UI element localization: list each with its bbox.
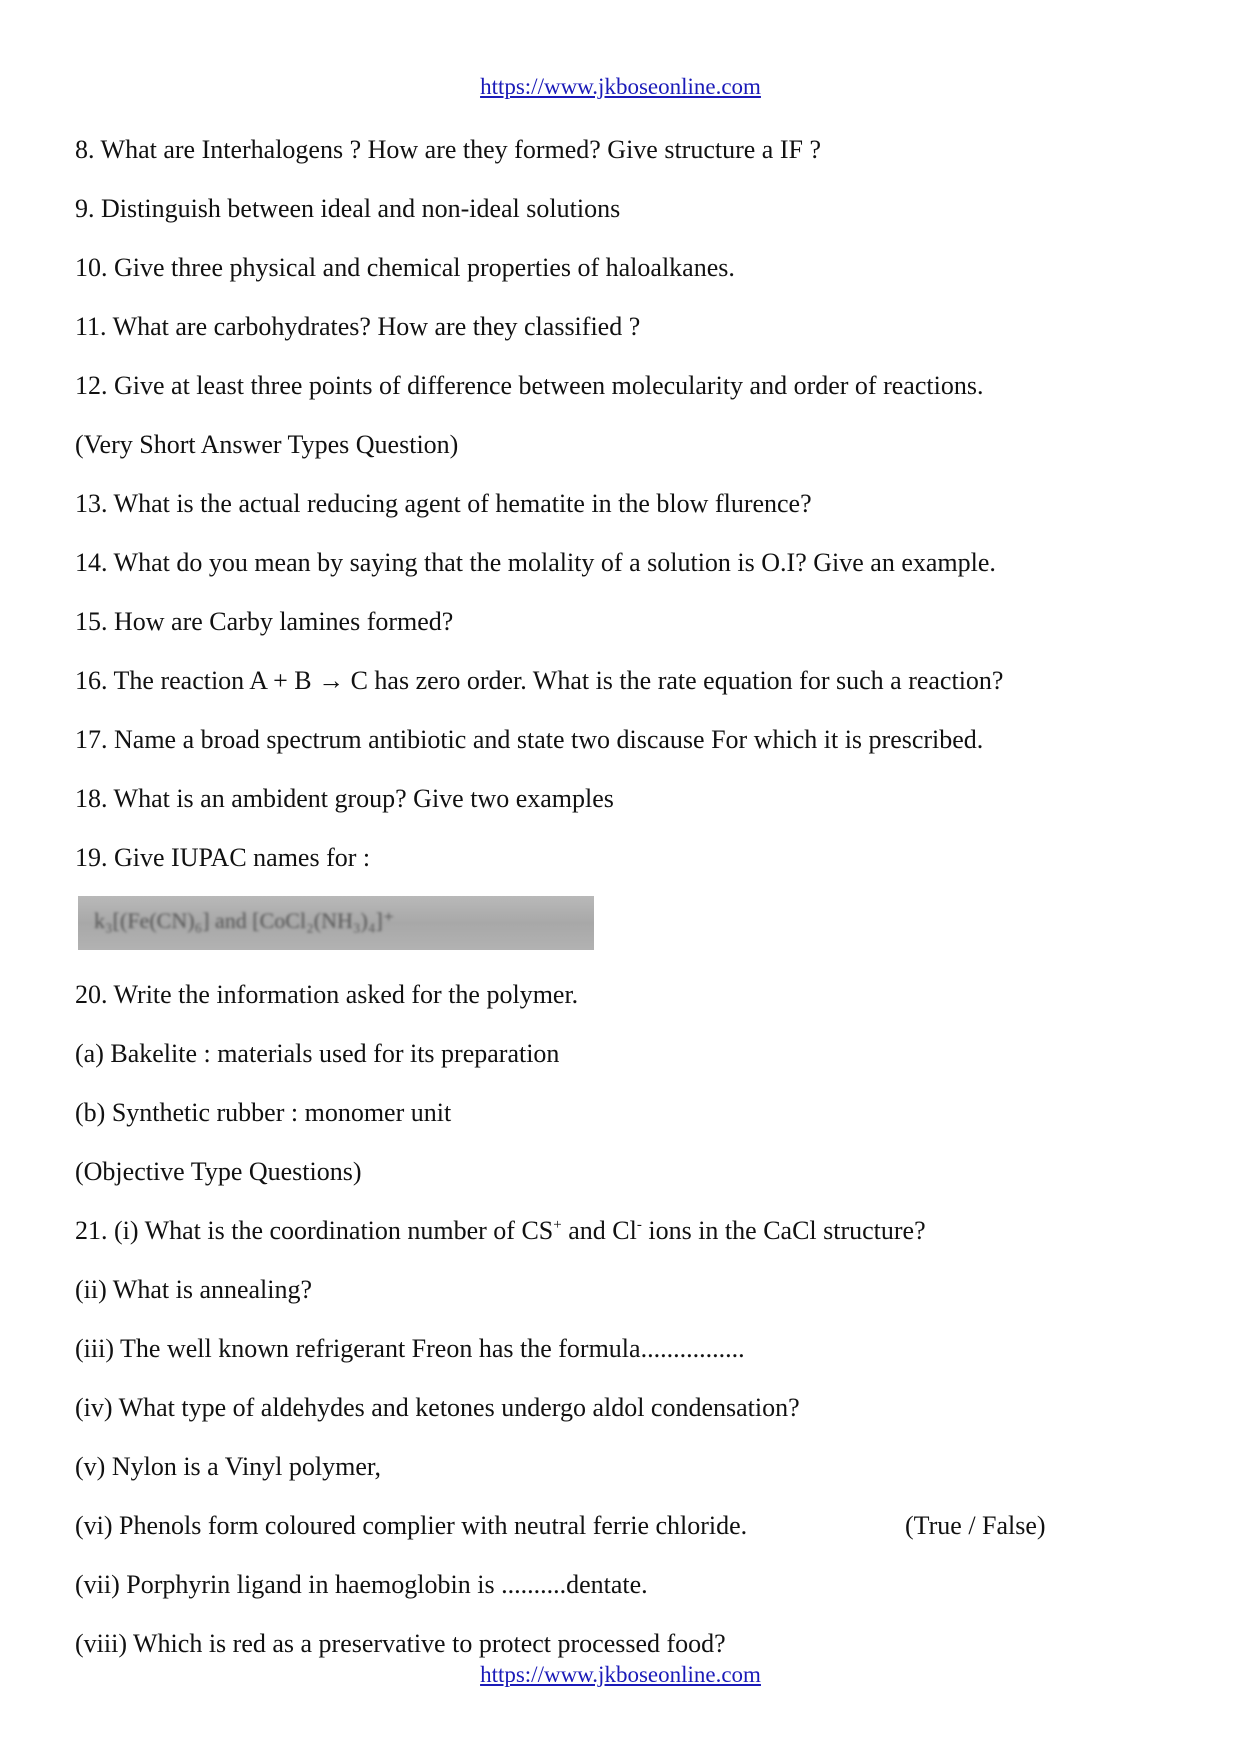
question-13: 13. What is the actual reducing agent of hematite in the blow flurence? (75, 489, 812, 518)
q21-sup-2: - (636, 1217, 642, 1233)
question-21-ii: (ii) What is annealing? (75, 1275, 313, 1304)
section-heading-very-short: (Very Short Answer Types Question) (75, 430, 459, 459)
question-20b: (b) Synthetic rubber : monomer unit (75, 1098, 452, 1127)
q21-text-1: 21. (i) What is the coordination number of CS (75, 1216, 554, 1245)
footer-link[interactable]: https://www.jkboseonline.com (480, 1662, 761, 1687)
question-17: 17. Name a broad spectrum antibiotic and state two discause For which it is prescribed. (75, 725, 984, 754)
question-19: 19. Give IUPAC names for : (75, 843, 371, 872)
formula-image-text: k₃[(Fe(CN)₆] and [CoCl₂(NH₃)₄]⁺ (94, 908, 395, 933)
question-9: 9. Distinguish between ideal and non-ideal solutions (75, 194, 621, 223)
question-18: 18. What is an ambident group? Give two examples (75, 784, 614, 813)
formula-image (78, 896, 594, 950)
question-20: 20. Write the information asked for the polymer. (75, 980, 579, 1009)
question-21-i (75, 1216, 926, 1246)
question-15: 15. How are Carby lamines formed? (75, 607, 454, 636)
q21-text-2: and Cl (561, 1216, 637, 1245)
q21-text-3: ions in the CaCl structure? (641, 1216, 926, 1245)
question-16: 16. The reaction A + B → C has zero order. What is the rate equation for such a reaction? (75, 666, 1004, 695)
question-14: 14. What do you mean by saying that the molality of a solution is O.I? Give an example. (75, 548, 996, 577)
question-21-vi: (vi) Phenols form coloured complier with neutral ferrie chloride. (75, 1511, 748, 1540)
question-11: 11. What are carbohydrates? How are they classified ? (75, 312, 641, 341)
header-link[interactable]: https://www.jkboseonline.com (480, 74, 761, 99)
true-false-label: (True / False) (905, 1511, 1046, 1540)
question-21-vii: (vii) Porphyrin ligand in haemoglobin is ..........dentate. (75, 1570, 648, 1599)
question-10: 10. Give three physical and chemical properties of haloalkanes. (75, 253, 735, 282)
question-21-iv: (iv) What type of aldehydes and ketones undergo aldol condensation? (75, 1393, 800, 1422)
question-20a: (a) Bakelite : materials used for its preparation (75, 1039, 560, 1068)
question-21-viii: (viii) Which is red as a preservative to protect processed food? (75, 1629, 726, 1658)
section-heading-objective: (Objective Type Questions) (75, 1157, 362, 1186)
question-21-iii: (iii) The well known refrigerant Freon has the formula................ (75, 1334, 745, 1363)
question-8: 8. What are Interhalogens ? How are they formed? Give structure a IF ? (75, 135, 821, 164)
q21-sup-1: + (553, 1217, 562, 1233)
question-12: 12. Give at least three points of difference between molecularity and order of reactions. (75, 371, 984, 400)
question-21-v: (v) Nylon is a Vinyl polymer, (75, 1452, 381, 1481)
